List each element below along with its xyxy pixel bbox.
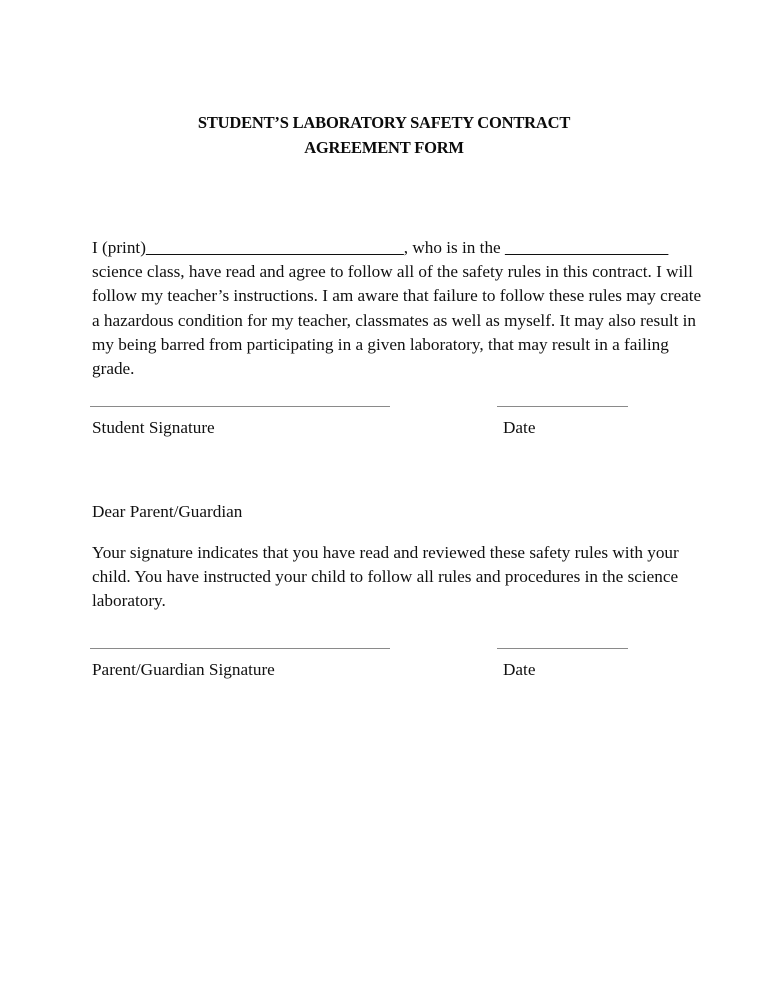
student-agreement-paragraph bbox=[92, 236, 709, 381]
parent-instructions-text: Your signature indicates that you have read and reviewed these safety rules with your child. You have instructed your child to follow all rules and procedures in the science laboratory. bbox=[92, 543, 679, 611]
page-title bbox=[0, 110, 768, 160]
parent-signature-label: Parent/Guardian Signature bbox=[92, 660, 275, 679]
print-name-prompt: I (print) bbox=[92, 238, 146, 257]
student-signature-rule[interactable] bbox=[90, 406, 390, 407]
student-signature-label: Student Signature bbox=[92, 418, 215, 437]
student-date-label: Date bbox=[503, 418, 536, 437]
student-date-rule[interactable] bbox=[497, 406, 628, 407]
parent-date-label: Date bbox=[503, 660, 536, 679]
parent-signature-block bbox=[0, 648, 768, 694]
parent-date-rule[interactable] bbox=[497, 648, 628, 649]
page-title-line-1: STUDENT’S LABORATORY SAFETY CONTRACT bbox=[197, 113, 571, 132]
science-class-blank[interactable]: ___________________ bbox=[504, 238, 669, 257]
after-name-text: , who is in the bbox=[403, 238, 505, 257]
page-title-line-2: AGREEMENT FORM bbox=[304, 138, 464, 157]
student-signature-block bbox=[0, 406, 768, 452]
parent-salutation bbox=[92, 500, 709, 524]
parent-instructions-paragraph bbox=[92, 541, 709, 614]
parent-signature-rule[interactable] bbox=[90, 648, 390, 649]
agreement-body-text: science class, have read and agree to follow all of the safety rules in this contract. I will follow my teacher’s instructions. I am aware that failure to follow these rules may create a hazardous condition for my teacher, classmates as well as myself. It may also result in my being barred from participating in a given laboratory, that may result in a failing grade. bbox=[92, 262, 702, 379]
student-agreement-text bbox=[92, 236, 709, 381]
parent-salutation-text: Dear Parent/Guardian bbox=[92, 502, 243, 521]
student-name-blank[interactable]: ______________________________ bbox=[145, 238, 404, 257]
